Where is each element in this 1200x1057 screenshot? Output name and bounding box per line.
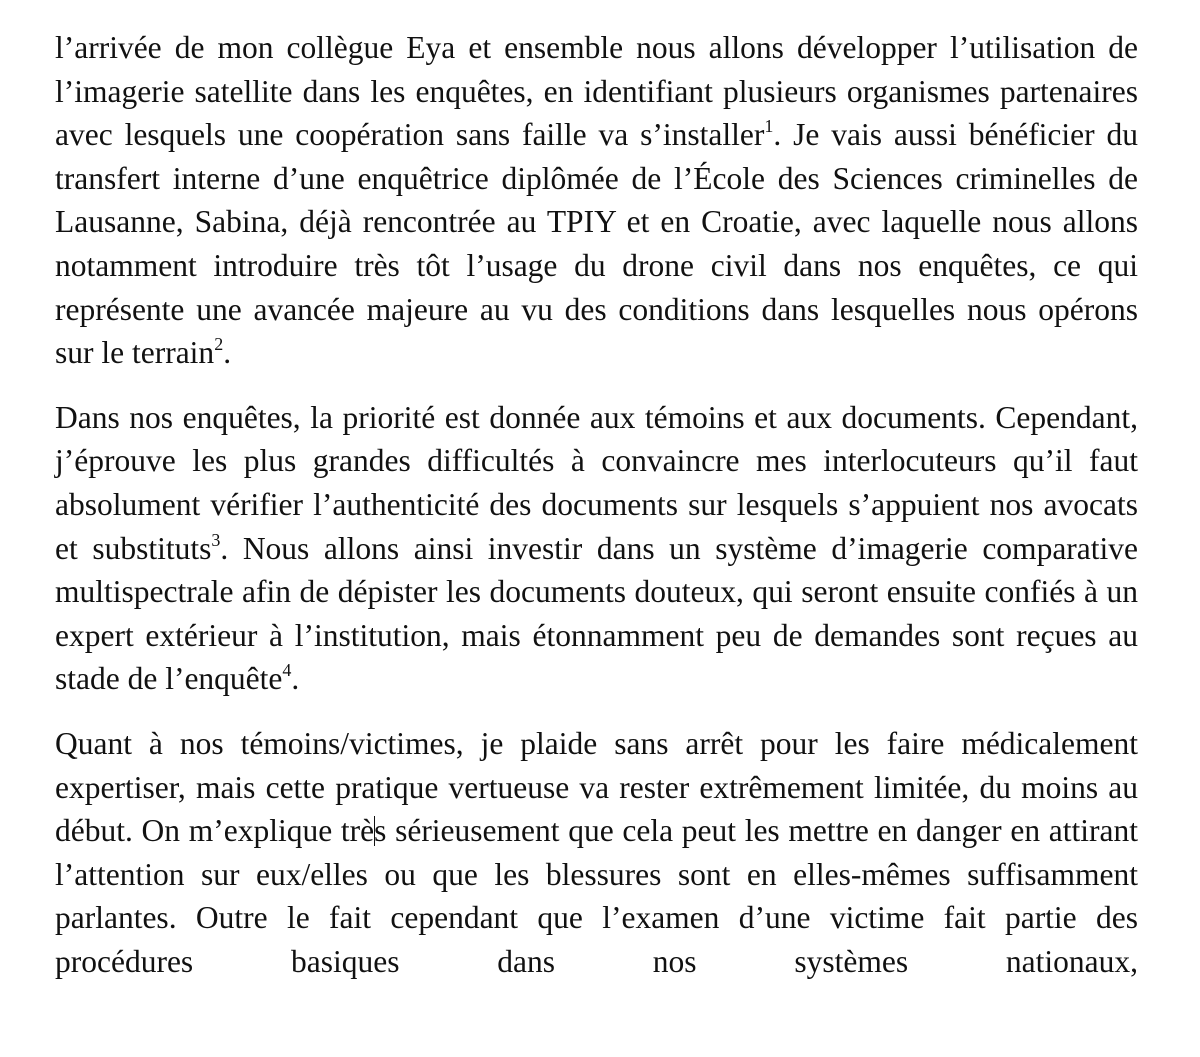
footnote-ref-3[interactable]: 3: [211, 529, 221, 550]
paragraph-text: . Nous allons ainsi investir dans un système d’imagerie comparative multispectrale afin de dépister les documents douteux, qui seront ensuite confiés à un expert extérieur à l’institution, mais étonnamment peu de demandes sont reçues au stade de l’enquête: [55, 530, 1138, 697]
paragraph-1: [55, 26, 1138, 375]
document-page: [55, 26, 1138, 1004]
paragraph-text: Quant à nos témoins/victimes, je plaide sans arrêt pour les faire médicalement expertiser, mais cette pratique vertueuse va rester extrêmement limitée, du moins au début. On m’explique trè: [55, 725, 1138, 849]
paragraph-3: [55, 722, 1138, 984]
paragraph-2: [55, 396, 1138, 701]
paragraph-text: l’arrivée de mon collègue Eya et ensemble nous allons développer l’utilisation de l’imagerie satellite dans les enquêtes, en identifiant plusieurs organismes partenaires avec lesquels une coopération sans faille va s’installer: [55, 30, 1138, 153]
paragraph-text: Dans nos enquêtes, la priorité est donnée aux témoins et aux documents. Cependant, j’éprouve les plus grandes difficultés à convaincre mes interlocuteurs qu’il faut absolument vérifier l’authenticité des documents sur lesquels s’appuient nos avocats et substituts: [55, 399, 1138, 566]
footnote-ref-2[interactable]: 2: [214, 334, 224, 355]
footnote-ref-1[interactable]: 1: [764, 116, 774, 137]
paragraph-text: s sérieusement que cela peut les mettre en danger en attirant l’attention sur eux/elles ou que les blessures sont en elles-mêmes suffisamment parlantes. Outre le fait cependant que l’examen d’une victime fait partie des procédures basiques dans nos systèmes nationaux,: [55, 813, 1138, 979]
paragraph-text: . Je vais aussi bénéficier du transfert interne d’une enquêtrice diplômée de l’École des Sciences criminelles de Lausanne, Sabina, déjà rencontrée au TPIY et en Croatie, avec laquelle nous allons notamment introduire très tôt l’usage du drone civil dans nos enquêtes, ce qui représente une avancée majeure au vu des conditions dans lesquelles nous opérons sur le terrain: [55, 117, 1139, 371]
paragraph-text: .: [223, 335, 232, 371]
footnote-ref-4[interactable]: 4: [282, 660, 292, 681]
paragraph-text: .: [291, 661, 300, 697]
